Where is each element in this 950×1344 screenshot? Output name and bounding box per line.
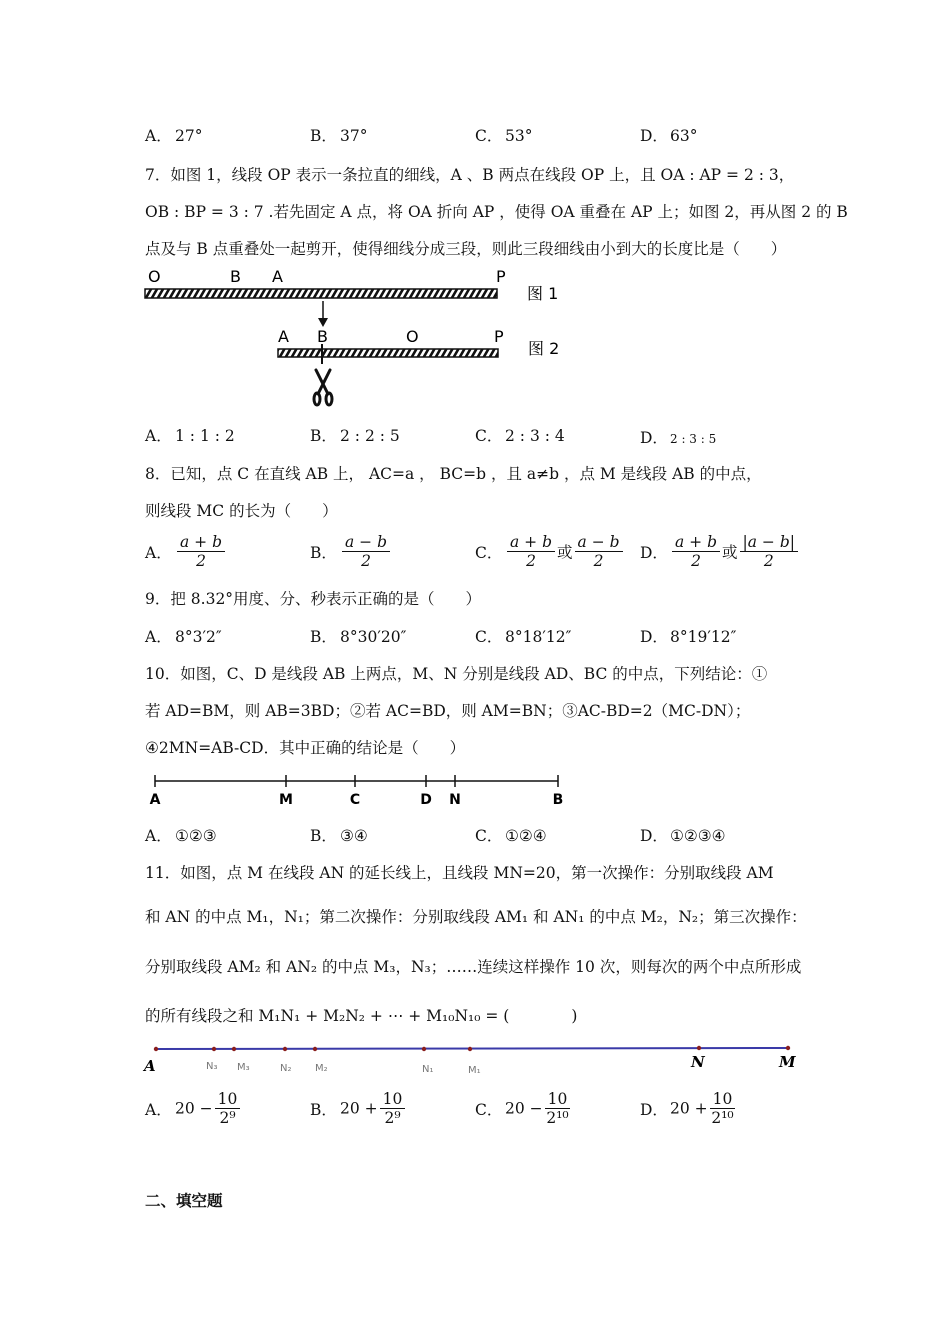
q11-option-d-fraction: $\frac{10}{\text{2¹⁰}}$	[711, 1090, 734, 1127]
fig2-caption: 图 2	[528, 339, 560, 358]
q8-text-line-2: 则线段 MC 的长为（ ）	[145, 502, 338, 520]
q10-text-line-2: 若 AD=BM，则 AB=3BD；②若 AC=BD，则 AM=BN；③AC-BD=2（MC-DN）；	[145, 702, 751, 720]
q11-option-c-fraction: $\frac{10}{\text{2¹⁰}}$	[546, 1090, 569, 1127]
q11-point-n	[697, 1046, 701, 1050]
q7-option-d: D． 2 : 3 : 5	[640, 429, 717, 447]
q10-option-a: A． ①②③	[145, 827, 217, 845]
q11-point-n2	[283, 1047, 287, 1051]
q8-text-line-1: 8．已知，点 C 在直线 AB 上， AC=a ， BC=b ，且 a≠b ，点 M 是线段 AB 的中点，	[145, 465, 762, 483]
fig2-label-a: A	[278, 327, 289, 346]
q9-option-d: D． 8°19′12″	[640, 628, 737, 646]
q10-option-c: C． ①②④	[475, 827, 547, 845]
q10-figure	[145, 772, 575, 808]
q11-label-n2: N₂	[280, 1063, 292, 1074]
q11-text-line-1: 11．如图，点 M 在线段 AN 的延长线上，且线段 MN=20，第一次操作：分别取线段 AM	[145, 864, 774, 882]
q11-option-a-fraction: $\frac{10}{\text{2⁹}}$	[215, 1090, 241, 1127]
q8-option-b: B． $\frac{a - b}{2}$	[310, 533, 392, 570]
q11-option-c: C． 20 − $\frac{10}{\text{2¹⁰}}$	[475, 1090, 569, 1127]
q10-label-m: M	[279, 792, 293, 808]
q10-options	[145, 824, 815, 852]
q10-text-line-3: ④2MN=AB-CD．其中正确的结论是（ ）	[145, 739, 466, 757]
q11-label-n: N	[691, 1053, 705, 1071]
q6-options	[145, 124, 815, 152]
q11-label-m2: M₂	[315, 1063, 328, 1074]
q9-option-a: A． 8°3′2″	[145, 628, 222, 646]
q6-option-a: A． 27°	[145, 127, 203, 145]
q11-point-m2	[313, 1047, 317, 1051]
q11-point-m3	[232, 1047, 236, 1051]
q11-label-m: M	[779, 1053, 796, 1071]
q11-option-a: A． 20 − $\frac{10}{\text{2⁹}}$	[145, 1090, 242, 1127]
q10-label-b: B	[552, 792, 564, 808]
q11-figure	[140, 1040, 810, 1080]
q10-label-n: N	[449, 792, 461, 808]
q11-point-a	[154, 1047, 158, 1051]
q11-label-m3: M₃	[237, 1062, 250, 1073]
q8-option-d-fraction-2: $\frac{|a - b|}{2}$	[740, 533, 798, 570]
q8-option-d-fraction-1: $\frac{a + b}{2}$	[672, 533, 720, 570]
q8-options	[145, 533, 815, 577]
q11-text-line-4: 的所有线段之和 M₁N₁ + M₂N₂ + ⋯ + M₁₀N₁₀ = ( )	[145, 1007, 578, 1025]
arrow-down-icon	[318, 318, 328, 327]
q10-text-line-1: 10．如图，C、D 是线段 AB 上两点，M、N 分别是线段 AD、BC 的中点，下列结论：①	[145, 665, 768, 683]
q11-options	[145, 1090, 815, 1134]
q6-option-c: C． 53°	[475, 127, 533, 145]
fig1-caption: 图 1	[527, 284, 559, 303]
q10-option-d: D． ①②③④	[640, 827, 726, 845]
q11-point-m	[786, 1046, 790, 1050]
q8-option-d: D． $\frac{a + b}{2}$ 或 $\frac{|a - b|}{2}$	[640, 533, 800, 570]
fig1-rope	[145, 289, 497, 298]
q11-option-b-fraction: $\frac{10}{\text{2⁹}}$	[380, 1090, 406, 1127]
q8-option-c-fraction-1: $\frac{a + b}{2}$	[507, 533, 555, 570]
fig2-label-p: P	[494, 327, 504, 346]
q6-option-b: B． 37°	[310, 127, 368, 145]
q11-point-n3	[212, 1047, 216, 1051]
q11-point-n1	[422, 1047, 426, 1051]
fig2-label-o: O	[406, 327, 419, 346]
q7-options	[145, 424, 815, 452]
q9-option-c: C． 8°18′12″	[475, 628, 572, 646]
fig1-label-a: A	[272, 267, 283, 286]
fig1-label-o: O	[148, 267, 161, 286]
q8-option-a: A． $\frac{a + b}{2}$	[145, 533, 227, 570]
q9-text: 9．把 8.32°用度、分、秒表示正确的是（ ）	[145, 590, 482, 608]
q10-label-a: A	[149, 792, 161, 808]
q10-label-c: C	[349, 792, 361, 808]
q7-text-line-3: 点及与 B 点重叠处一起剪开，使得细线分成三段，则此三段细线由小到大的长度比是（ ）	[145, 240, 787, 258]
q10-label-d: D	[420, 792, 432, 808]
q8-option-c: C． $\frac{a + b}{2}$ 或 $\frac{a - b}{2}$	[475, 533, 625, 570]
q8-option-c-fraction-2: $\frac{a - b}{2}$	[575, 533, 623, 570]
q7-option-b: B． 2 : 2 : 5	[310, 427, 400, 445]
q10-option-b: B． ③④	[310, 827, 368, 845]
fig1-label-p: P	[496, 267, 506, 286]
q6-option-d: D． 63°	[640, 127, 698, 145]
q11-option-b: B． 20 + $\frac{10}{\text{2⁹}}$	[310, 1090, 407, 1127]
q11-point-m1	[468, 1047, 472, 1051]
q7-text-line-2: OB : BP = 3 : 7 .若先固定 A 点，将 OA 折向 AP ，使得 OA 重叠在 AP 上；如图 2，再从图 2 的 B	[145, 203, 848, 221]
q9-option-b: B． 8°30′20″	[310, 628, 407, 646]
q11-label-n3: N₃	[206, 1061, 218, 1072]
q11-text-line-3: 分别取线段 AM₂ 和 AN₂ 的中点 M₃，N₃；……连续这样操作 10 次，则每次的两个中点所形成	[145, 958, 802, 976]
q11-label-m1: M₁	[468, 1065, 481, 1076]
q7-option-c: C． 2 : 3 : 4	[475, 427, 565, 445]
q8-option-b-fraction: $\frac{a - b}{2}$	[342, 533, 390, 570]
scissors-icon	[314, 370, 332, 405]
q9-options	[145, 625, 815, 653]
q7-option-a: A． 1 : 1 : 2	[145, 427, 235, 445]
fig2-rope	[278, 349, 498, 357]
q11-text-line-2: 和 AN 的中点 M₁，N₁；第二次操作：分别取线段 AM₁ 和 AN₁ 的中点 M₂，N₂；第三次操作：	[145, 908, 807, 926]
q7-text-line-1: 7．如图 1，线段 OP 表示一条拉直的细线，A 、B 两点在线段 OP 上，且 OA : AP = 2 : 3，	[145, 166, 795, 184]
fig2-label-b: B	[317, 327, 328, 346]
q8-option-a-fraction: $\frac{a + b}{2}$	[177, 533, 225, 570]
section-title: 二、填空题	[145, 1192, 223, 1210]
q11-label-a: A	[144, 1057, 156, 1075]
q11-label-n1: N₁	[422, 1064, 434, 1075]
q11-option-d: D． 20 + $\frac{10}{\text{2¹⁰}}$	[640, 1090, 734, 1127]
q7-figure	[140, 264, 580, 414]
fig1-label-b: B	[230, 267, 241, 286]
